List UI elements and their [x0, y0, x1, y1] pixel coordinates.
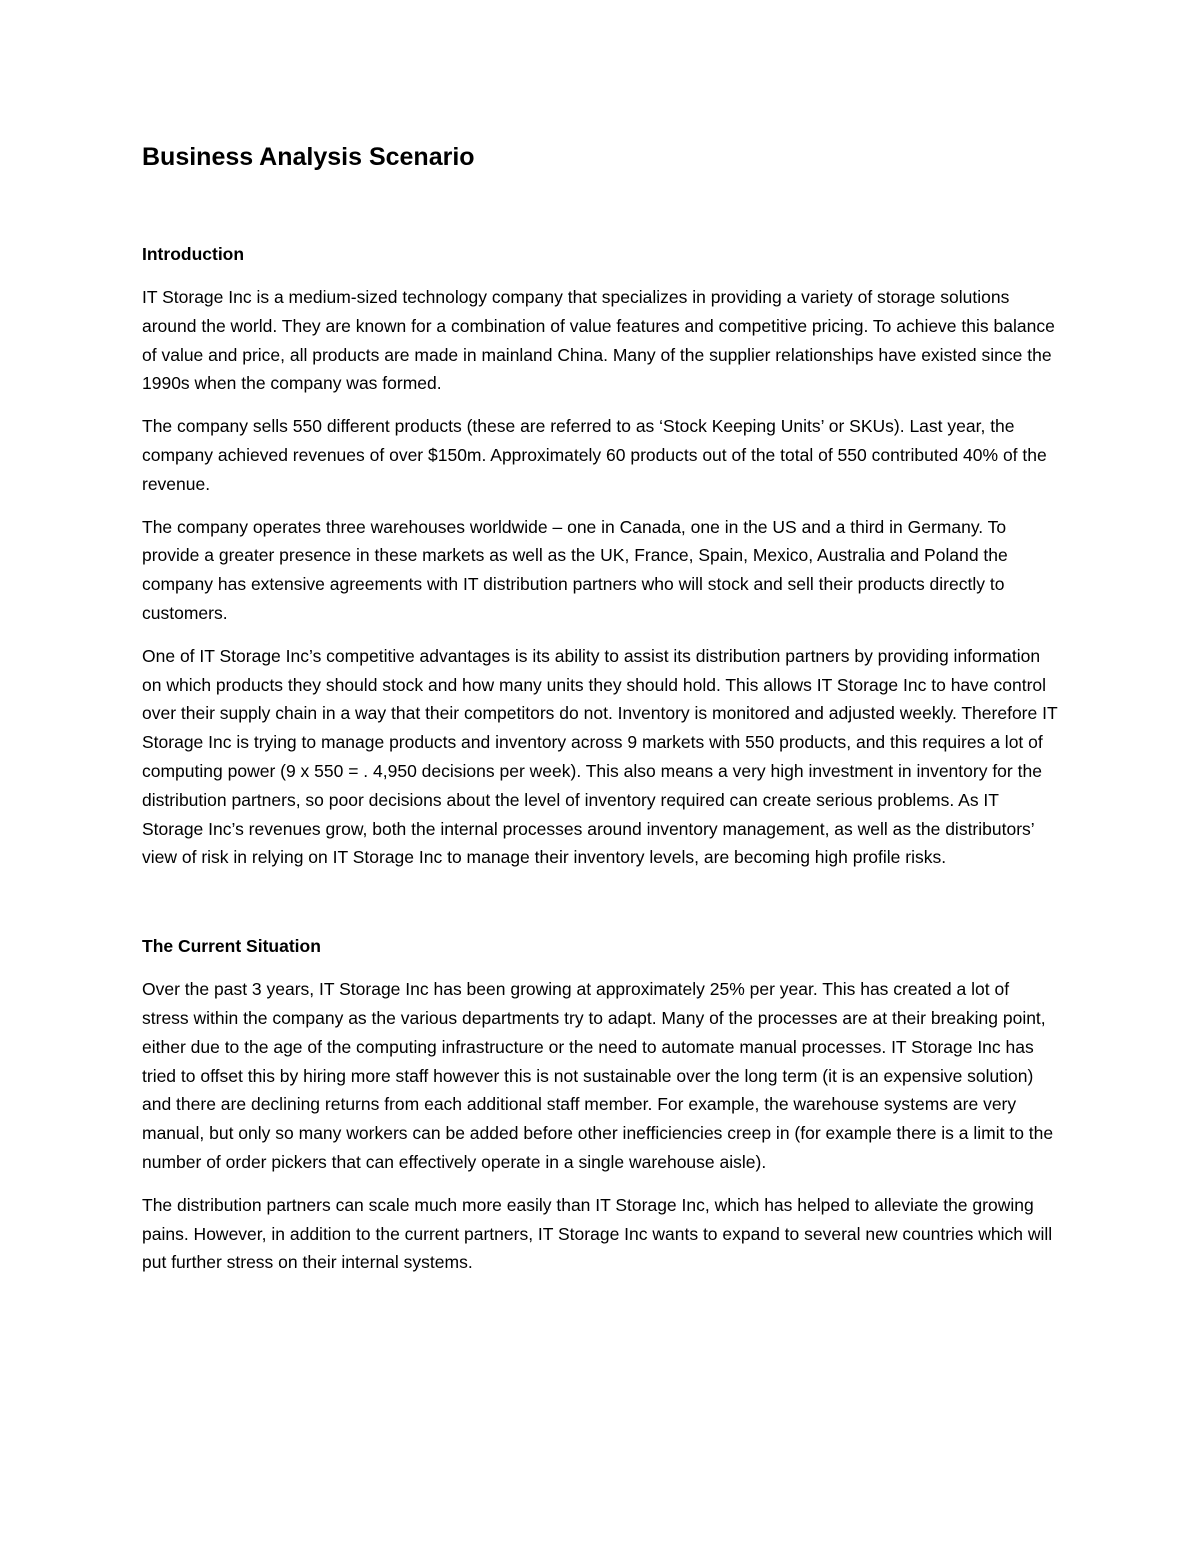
section-heading: The Current Situation	[142, 936, 321, 957]
paragraph: The company sells 550 different products (these are referred to as ‘Stock Keeping Units’ or SKUs). Last year, the company achieved revenues of over $150m. Approximately 60 products out of the total of 550 contributed 40% of the revenue.	[142, 416, 1047, 494]
paragraph: The company operates three warehouses worldwide – one in Canada, one in the US and a third in Germany. To provide a greater presence in these markets as well as the UK, France, Spain, Mexico, Australia and Poland the company has extensive agreements with IT distribution partners who will stock and sell their products directly to customers.	[142, 516, 1008, 623]
section-spacer	[142, 886, 1060, 932]
paragraph: Over the past 3 years, IT Storage Inc has been growing at approximately 25% per year. This has created a lot of stress within the company as the various departments try to adapt. Many of the processes are at their breaking point, either due to the age of the computing infrastructure or the need to automate manual processes. IT Storage Inc has tried to offset this by hiring more staff however this is not sustainable over the long term (it is an expensive solution) and there are declining returns from each additional staff member. For example, the warehouse systems are very manual, but only so many workers can be added before other inefficiencies creep in (for example there is a limit to the number of order pickers that can effectively operate in a single warehouse aisle).	[142, 979, 1054, 1172]
section-introduction	[142, 240, 1060, 872]
document-body	[142, 138, 1060, 1291]
document-title: Business Analysis Scenario	[142, 143, 475, 171]
paragraph: The distribution partners can scale much more easily than IT Storage Inc, which has helped to alleviate the growing pains. However, in addition to the current partners, IT Storage Inc wants to expand to several new countries which will put further stress on their internal systems.	[142, 1194, 1053, 1273]
paragraph: One of IT Storage Inc’s competitive advantages is its ability to assist its distribution partners by providing information on which products they should stock and how many units they should hold. This allows IT Storage Inc to have control over their supply chain in a way that their competitors do not. Inventory is monitored and adjusted weekly. Therefore IT Storage Inc is trying to manage products and inventory across 9 markets with 550 products, and this requires a lot of computing power (9 x 550 = . 4,950 decisions per week). This also means a very high investment in inventory for the distribution partners, so poor decisions about the level of inventory required can create serious problems. As IT Storage Inc’s revenues grow, both the internal processes around inventory management, as well as the distributors’ view of risk in relying on IT Storage Inc to manage their inventory levels, are becoming high profile risks.	[142, 645, 1058, 868]
section-current-situation	[142, 932, 1060, 1277]
section-heading: Introduction	[142, 244, 245, 264]
paragraph: IT Storage Inc is a medium-sized technology company that specializes in providing a variety of storage solutions around the world. They are known for a combination of value features and competitive pricing. To achieve this balance of value and price, all products are made in mainland China. Many of the supplier relationships have existed since the 1990s when the company was formed.	[142, 287, 1055, 394]
